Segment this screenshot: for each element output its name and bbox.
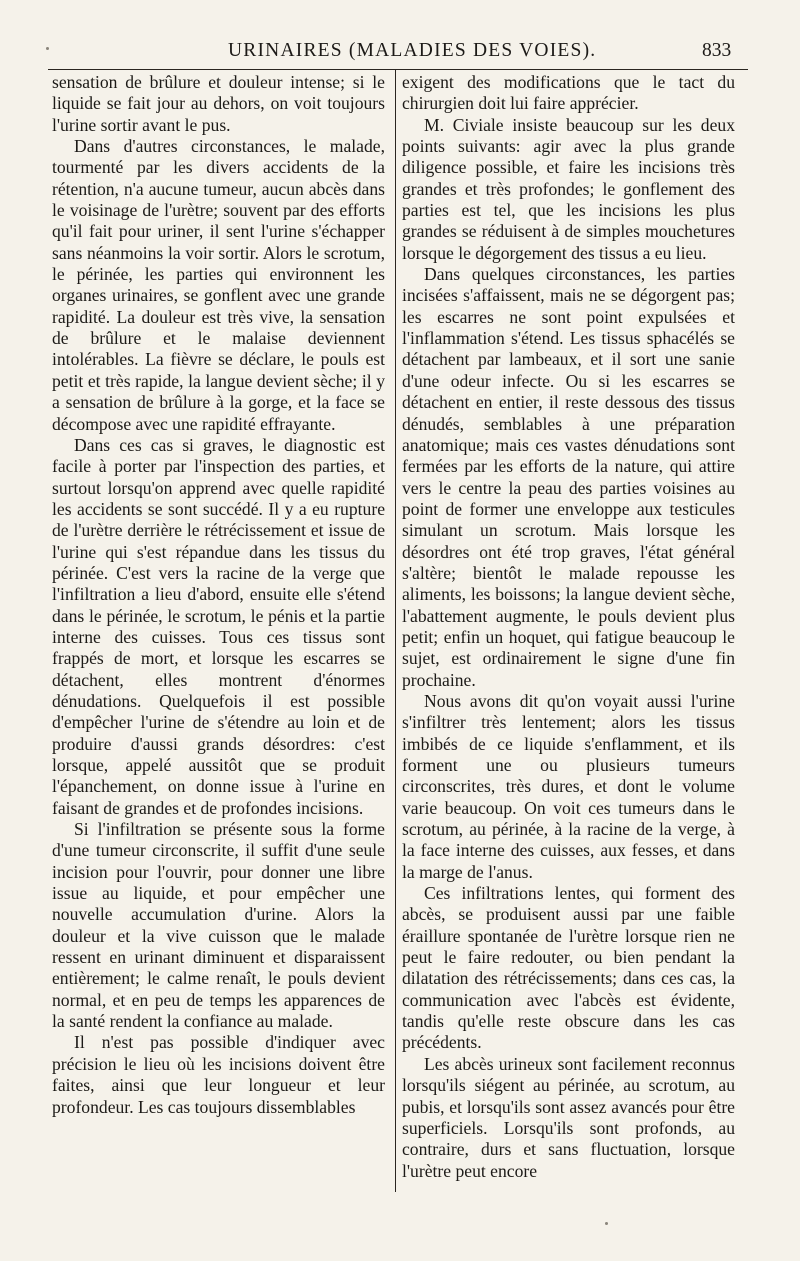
running-head-title: URINAIRES (MALADIES DES VOIES). <box>228 40 597 61</box>
left-column <box>52 72 385 1118</box>
paragraph: Il n'est pas possible d'indiquer avec précision le lieu où les incisions doivent être faites, ainsi que leur longueur et leur profondeur. Les cas toujours dissemblables <box>52 1032 385 1117</box>
paragraph: Les abcès urineux sont facilement reconnus lorsqu'ils siégent au périnée, au scrotum, au pubis, et lorsqu'ils sont assez avancés pour être superficiels. Lorsqu'ils sont profonds, au contraire, durs et sans fluctuation, lorsque l'urètre peut encore <box>402 1053 735 1181</box>
paragraph: Dans ces cas si graves, le diagnostic est facile à porter par l'inspection des parties, et surtout lorsqu'on apprend avec quelle rapidité les accidents se sont succédé. Il y a eu rupture de l'urètre derrière le rétrécissement et issue de l'urine qui s'est répandue dans les tissus du périnée. C'est vers la racine de la verge que l'infiltration a lieu d'abord, ensuite elle s'étend dans le périnée, le scrotum, le pénis et la partie interne des cuisses. Tous ces tissus sont frappés de mort, et lorsque les escarres se détachent, elles montrent d'énormes dénudations. Quelquefois il est possible d'empêcher l'urine de s'étendre au loin et de produire d'aussi grands désordres: c'est lorsque, appelé aussitôt que se produit l'épanchement, on donne issue à l'urine en faisant de grandes et de profondes incisions. <box>52 434 385 818</box>
paper-speck <box>605 1222 608 1225</box>
paragraph: Nous avons dit qu'on voyait aussi l'urine s'infiltrer très lentement; alors les tissus imbibés de ce liquide s'enflamment, et ils forment une ou plusieurs tumeurs circonscrites, très dures, et dont le volume varie beaucoup. On voit ces tumeurs dans le scrotum, au périnée, à la racine de la verge, à la face interne des cuisses, aux fesses, et dans la marge de l'anus. <box>402 690 735 882</box>
paragraph: Dans d'autres circonstances, le malade, tourmenté par les divers accidents de la rétention, n'a aucune tumeur, aucun abcès dans le voisinage de l'urètre; souvent par des efforts qu'il fait pour uriner, il sent l'urine s'échapper sans néanmoins la voir sortir. Alors le scrotum, le périnée, les parties qui environnent les organes urinaires, se gonflent avec une grande rapidité. La douleur est très vive, la sensation de brûlure et le malaise deviennent intolérables. La fièvre se déclare, le pouls est petit et très rapide, la langue devient sèche; il y a sensation de brûlure à la gorge, et la face se décompose avec une rapidité effrayante. <box>52 136 385 434</box>
paragraph: exigent des modifications que le tact du chirurgien doit lui faire apprécier. <box>402 72 735 114</box>
right-column <box>402 72 735 1182</box>
paragraph: M. Civiale insiste beaucoup sur les deux points suivants: agir avec la plus grande diligence possible, et faire les incisions très grandes et très profondes; le gonflement des parties est tel, que les incisions les plus grandes se réduisent à de simples mouchetures lorsque le dégorgement des tissus a eu lieu. <box>402 114 735 263</box>
column-divider <box>395 70 396 1192</box>
paragraph: Si l'infiltration se présente sous la forme d'une tumeur circonscrite, il suffit d'une seule incision pour l'ouvrir, pour donner une libre issue au liquide, et pour empêcher une nouvelle accumulation d'urine. Alors la douleur et la vive cuisson que le malade ressent en urinant diminuent et disparaissent entièrement; le calme renaît, le pouls devient normal, et en peu de temps les apparences de la santé rendent la confiance au malade. <box>52 819 385 1032</box>
paper-speck <box>46 47 49 50</box>
paragraph: Ces infiltrations lentes, qui forment des abcès, se produisent aussi par une faible éraillure spontanée de l'urètre lorsque rien ne peut le faire redouter, ou bien pendant la dilatation des rétrécissements; dans ces cas, la communication avec l'abcès est évidente, tandis qu'elle reste obscure dans les cas précédents. <box>402 883 735 1053</box>
page-number: 833 <box>702 40 732 61</box>
paragraph: Dans quelques circonstances, les parties incisées s'affaissent, mais ne se dégorgent pas; les escarres ne sont point expulsées et l'inflammation s'étend. Les tissus sphacélés se détachent par lambeaux, et il sort une sanie d'une odeur infecte. Ou si les escarres se détachent en entier, il reste dessous des tissus dénudés, semblables à une préparation anatomique; mais ces vastes dénudations sont fermées par les efforts de la nature, qui attire vers le centre la peau des parties voisines au point de former une enveloppe aux testicules simulant un scrotum. Mais lorsque les désordres ont été trop graves, l'état général s'altère; bientôt le malade repousse les aliments, les boissons; la langue devient sèche, l'abattement augmente, le pouls devient plus petit; enfin un hoquet, qui fatigue beaucoup le sujet, est ordinairement le signe d'une fin prochaine. <box>402 264 735 690</box>
running-header <box>0 40 800 70</box>
header-rule <box>48 69 748 70</box>
paragraph: sensation de brûlure et douleur intense; si le liquide se fait jour au dehors, on voit toujours l'urine sortir avant le pus. <box>52 72 385 135</box>
